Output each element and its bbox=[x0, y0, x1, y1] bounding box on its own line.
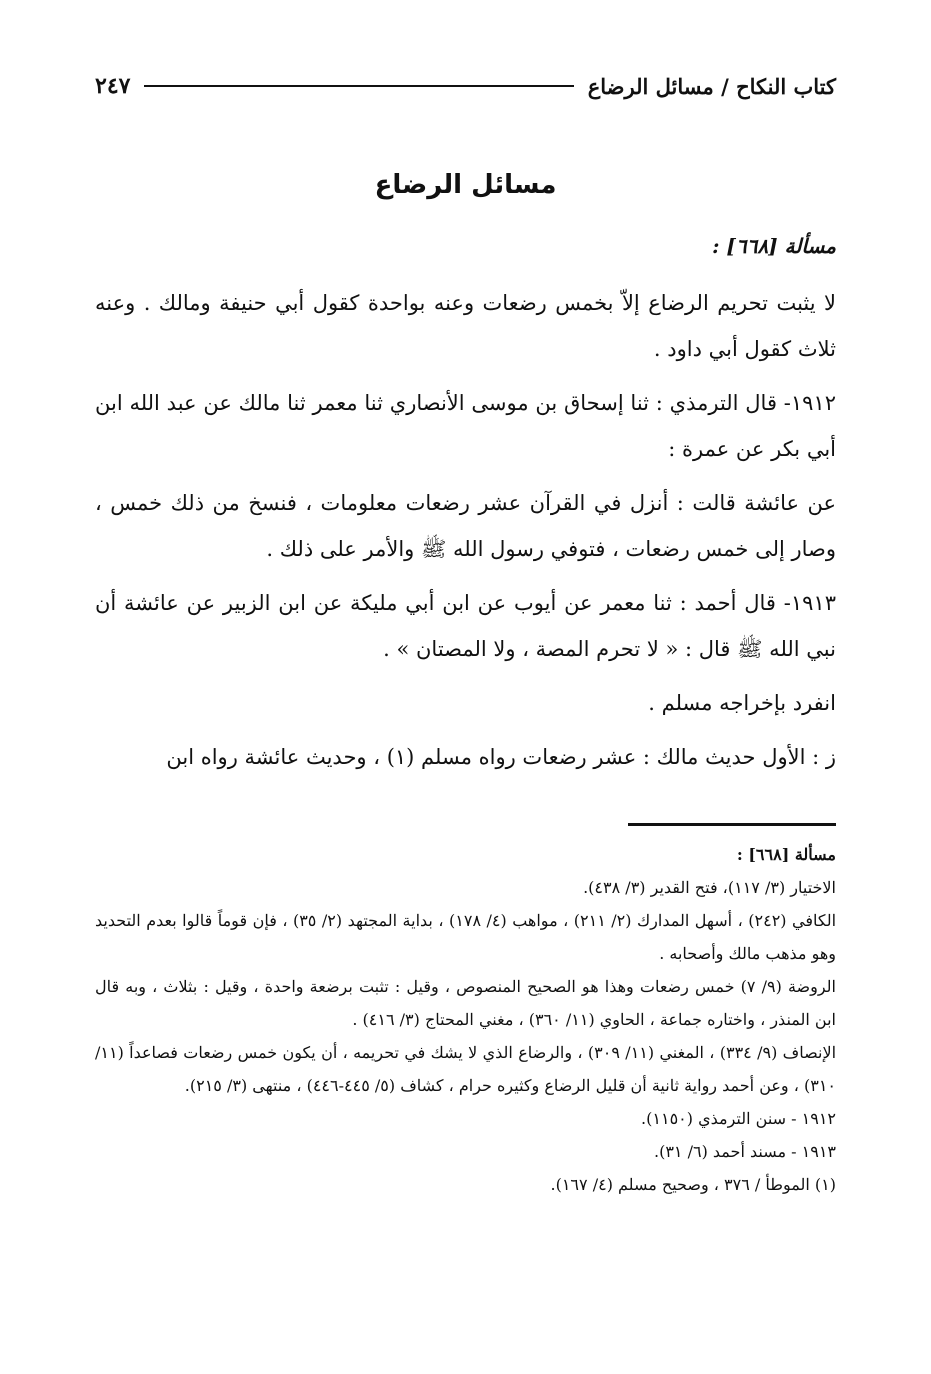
footnotes bbox=[95, 838, 836, 1201]
footnote-1: (١) الموطأ / ٣٧٦ ، وصحيح مسلم (٤/ ١٦٧). bbox=[550, 1175, 836, 1194]
footnote-hanbali: الإنصاف (٩/ ٣٣٤) ، المغني (١١/ ٣٠٩) ، والرضاع الذي لا يشك في تحريمه ، أن يكون خمس رضعات فصاعداً (١١/ ٣١٠) ، وعن أحمد رواية ثانية أن قليل الرضاع وكثيره حرام ، كشاف (٥/ ٤٤٥-٤٤٦) ، منتهى (٣/ ٢١٥). bbox=[95, 1043, 837, 1095]
paragraph-hadith-1912-isnad: ١٩١٢- قال الترمذي : ثنا إسحاق بن موسى الأنصاري ثنا معمر ثنا مالك عن عبد الله ابن أبي بكر عن عمرة : bbox=[95, 391, 836, 461]
paragraph-hadith-1912-matn: عن عائشة قالت : أنزل في القرآن عشر رضعات معلومات ، فنسخ من ذلك خمس ، وصار إلى خمس رضعات ، فتوفي رسول الله ﷺ والأمر على ذلك . bbox=[95, 491, 836, 561]
main-text bbox=[95, 170, 836, 788]
paragraph-addendum: ز : الأول حديث مالك : عشر رضعات رواه مسلم (١) ، وحديث عائشة رواه ابن bbox=[166, 745, 836, 769]
book-section-title: كتاب النكاح / مسائل الرضاع bbox=[587, 73, 836, 99]
footnote-issue-label: مسألة [٦٦٨] : bbox=[736, 845, 836, 864]
page-number: ٢٤٧ bbox=[95, 73, 131, 99]
footnote-shafii: الروضة (٩/ ٧) خمس رضعات وهذا هو الصحيح المنصوص ، وقيل : تثبت برضعة واحدة ، وقيل : بثلاث ، وبه قال ابن المنذر ، واختاره جماعة ، الحاوي (١١/ ٣٦٠) ، مغني المحتاج (٣/ ٤١٦) . bbox=[95, 977, 836, 1029]
chapter-title: مسائل الرضاع bbox=[374, 170, 557, 200]
footnote-separator bbox=[628, 823, 836, 826]
issue-label: مسألة [٦٦٨] : bbox=[712, 234, 836, 258]
paragraph-hadith-1913: ١٩١٣- قال أحمد : ثنا معمر عن أيوب عن ابن أبي مليكة عن ابن الزبير عن عائشة أن نبي الله ﷺ قال : « لا تحرم المصة ، ولا المصتان » . bbox=[95, 591, 836, 661]
running-header bbox=[95, 66, 836, 106]
footnote-1913: ١٩١٣ - مسند أحمد (٦/ ٣١). bbox=[653, 1142, 836, 1161]
footnote-maliki: الكافي (٢٤٢) ، أسهل المدارك (٢/ ٢١١) ، مواهب (٤/ ١٧٨) ، بداية المجتهد (٢/ ٣٥) ، فإن قوماً قالوا بعدم التحديد وهو مذهب مالك وأصحابه . bbox=[95, 911, 837, 963]
footnote-hanafi: الاختيار (٣/ ١١٧)، فتح القدير (٣/ ٤٣٨). bbox=[583, 878, 836, 897]
header-rule bbox=[144, 85, 573, 87]
paragraph-muslim-note: انفرد بإخراجه مسلم . bbox=[648, 691, 836, 715]
footnote-1912: ١٩١٢ - سنن الترمذي (١١٥٠). bbox=[641, 1109, 836, 1128]
paragraph-ruling: لا يثبت تحريم الرضاع إلاّ بخمس رضعات وعنه بواحدة كقول أبي حنيفة ومالك . وعنه ثلاث كقول أبي داود . bbox=[95, 291, 836, 361]
